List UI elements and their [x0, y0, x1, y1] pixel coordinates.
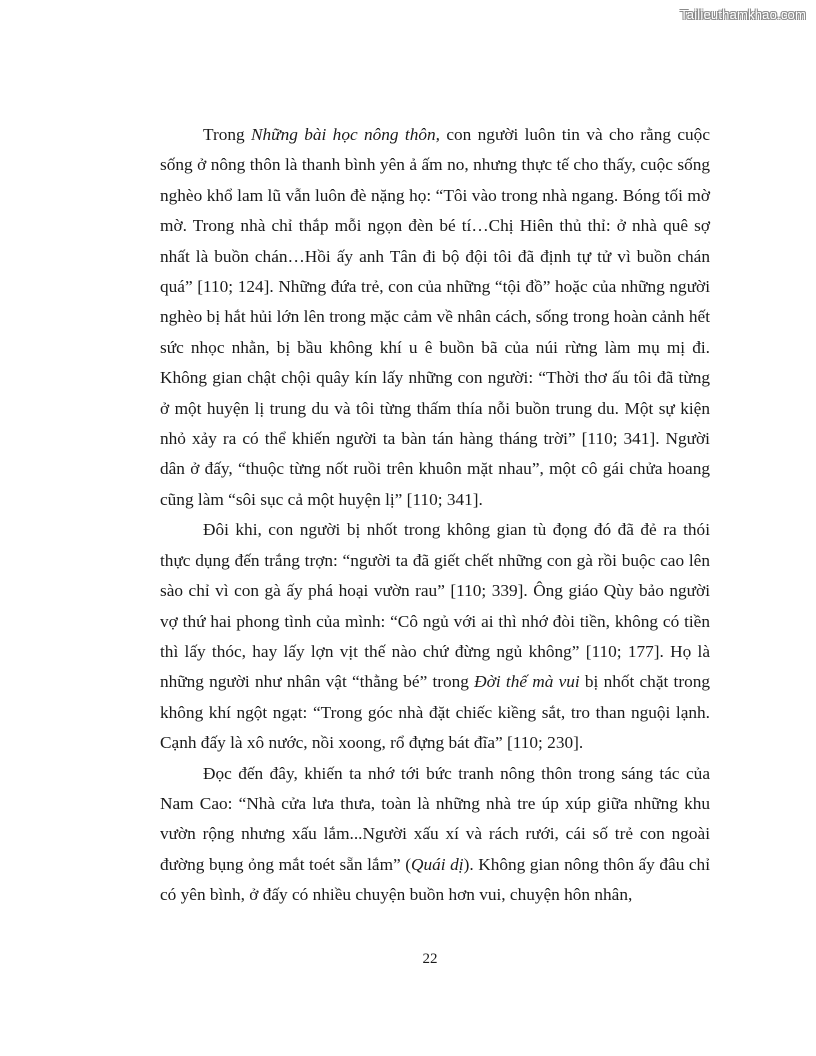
- paragraph-3: [160, 759, 710, 911]
- paragraph-1-text-b: con người luôn tin và cho rằng cuộc sống ở nông thôn là thanh bình yên ả ấm no, nhưng thực tế cho thấy, cuộc sống nghèo khổ lam lũ vẫn luôn đè nặng họ: “Tôi vào trong nhà ngang. Bóng tối mờ mờ. Trong nhà chỉ thắp mỗi ngọn đèn bé tí…Chị Hiên thủ thỉ: ở nhà quê sợ nhất là buồn chán…Hồi ấy anh Tân đi bộ đội tôi đã định tự tử vì buồn chán quá” [110; 124]. Những đứa trẻ, con của những “tội đồ” hoặc của những người nghèo bị hắt hủi lớn lên trong mặc cảm về nhân cách, sống trong hoàn cảnh hết sức nhọc nhằn, bị bầu không khí u ê buồn bã của núi rừng làm mụ mị đi. Không gian chật chội quây kín lấy những con người: “Thời thơ ấu tôi đã từng ở một huyện lị trung du và tôi từng thấm thía nỗi buồn trung du. Một sự kiện nhỏ xảy ra có thể khiến người ta bàn tán hàng tháng trời” [110; 341]. Người dân ở đấy, “thuộc từng nốt ruồi trên khuôn mặt nhau”, một cô gái chửa hoang cũng làm “sôi sục cả một huyện lị” [110; 341].: [160, 125, 710, 509]
- watermark-text: Tailieuthamkhao.com: [680, 7, 806, 22]
- paragraph-1-text-a: Trong: [203, 125, 251, 144]
- page-body: [160, 120, 710, 911]
- paragraph-2-text-a: Đôi khi, con người bị nhốt trong không gian tù đọng đó đã đẻ ra thói thực dụng đến trắng trợn: “người ta đã giết chết những con gà rồi buộc cao lên sào chỉ vì con gà ấy phá hoại vườn rau” [110; 339]. Ông giáo Qùy bảo người vợ thứ hai phong tình của mình: “Cô ngủ với ai thì nhớ đòi tiền, không có tiền thì lấy thóc, hay lấy lợn vịt thế nào chứ đừng ngủ không” [110; 177]. Họ là những người như nhân vật “thằng bé” trong: [160, 520, 710, 692]
- book-title-nhung-bai-hoc-nong-thon: Những bài học nông thôn,: [251, 125, 440, 144]
- paragraph-1: [160, 120, 710, 515]
- paragraph-3-text-b: ). Không gian nông thôn ấy đâu chỉ có yên bình, ở đấy có nhiều chuyện buồn hơn vui, chuyện hôn nhân,: [160, 854, 710, 905]
- book-title-quai-di: Quái dị: [411, 854, 464, 874]
- paragraph-2: [160, 515, 710, 758]
- paragraph-2-text-b: bị nhốt chặt trong không khí ngột ngạt: “Trong góc nhà đặt chiếc kiềng sắt, tro than nguội lạnh. Cạnh đấy là xô nước, nồi xoong, rổ đựng bát đĩa” [110; 230].: [160, 672, 710, 753]
- page-number: 22: [422, 951, 438, 967]
- book-title-doi-the-ma-vui: Đời thế mà vui: [474, 672, 580, 692]
- paragraph-3-text-a: Đọc đến đây, khiến ta nhớ tới bức tranh nông thôn trong sáng tác của Nam Cao: “Nhà cửa lưa thưa, toàn là những nhà tre úp xúp giữa những khu vườn rộng nhưng xấu lắm...Người xấu xí và rách rưới, cái số trẻ con ngoài đường bụng ỏng mắt toét sẵn lắm” (: [160, 763, 710, 874]
